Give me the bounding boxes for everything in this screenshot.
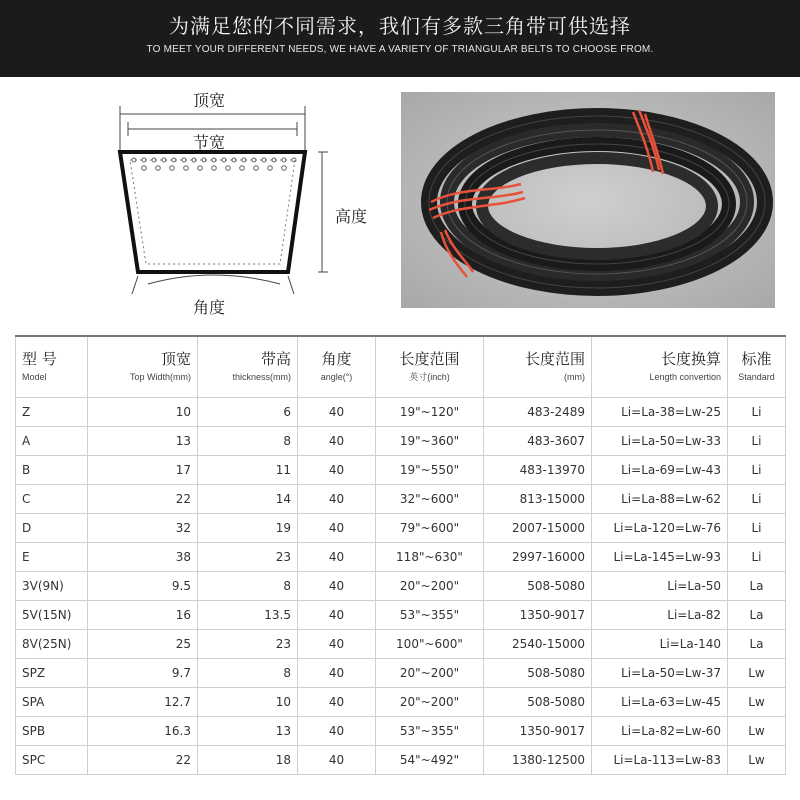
header-length-inch: 长度范围 英寸(inch) <box>376 336 484 398</box>
belt-product-photo <box>401 92 775 308</box>
cell-standard: Li <box>728 485 786 514</box>
cell-top-width: 17 <box>88 456 198 485</box>
cell-length-inch: 100"~600" <box>376 630 484 659</box>
cell-standard: Li <box>728 514 786 543</box>
cell-angle: 40 <box>298 659 376 688</box>
table-header-row <box>16 336 786 398</box>
cell-standard: Lw <box>728 688 786 717</box>
header-length-conversion: 长度换算 Length convertion <box>592 336 728 398</box>
cell-thickness: 8 <box>198 659 298 688</box>
cell-length-conversion: Li=La-120=Lw-76 <box>592 514 728 543</box>
table-row <box>16 456 786 485</box>
table-row <box>16 601 786 630</box>
belt-cross-section-diagram <box>100 84 400 324</box>
header-length-mm: 长度范围 (mm) <box>484 336 592 398</box>
cell-length-conversion: Li=La-63=Lw-45 <box>592 688 728 717</box>
cell-length-inch: 53"~355" <box>376 601 484 630</box>
cell-length-inch: 79"~600" <box>376 514 484 543</box>
cell-length-conversion: Li=La-82 <box>592 601 728 630</box>
cell-model: D <box>16 514 88 543</box>
banner-title-en: TO MEET YOUR DIFFERENT NEEDS, WE HAVE A VARIETY OF TRIANGULAR BELTS TO CHOOSE FROM. <box>146 44 654 55</box>
cell-thickness: 13.5 <box>198 601 298 630</box>
cell-length-mm: 508-5080 <box>484 659 592 688</box>
cell-top-width: 9.5 <box>88 572 198 601</box>
cell-top-width: 38 <box>88 543 198 572</box>
table-body <box>16 398 786 775</box>
cell-angle: 40 <box>298 543 376 572</box>
cell-model: 5V(15N) <box>16 601 88 630</box>
cell-thickness: 8 <box>198 427 298 456</box>
cell-standard: Li <box>728 398 786 427</box>
cell-model: A <box>16 427 88 456</box>
cell-length-conversion: Li=La-145=Lw-93 <box>592 543 728 572</box>
cell-length-conversion: Li=La-113=Lw-83 <box>592 746 728 775</box>
cell-angle: 40 <box>298 601 376 630</box>
cell-length-mm: 813-15000 <box>484 485 592 514</box>
cell-angle: 40 <box>298 688 376 717</box>
table-row <box>16 398 786 427</box>
cell-top-width: 10 <box>88 398 198 427</box>
cell-length-inch: 20"~200" <box>376 659 484 688</box>
header-standard: 标准 Standard <box>728 336 786 398</box>
cell-model: 3V(9N) <box>16 572 88 601</box>
cell-angle: 40 <box>298 427 376 456</box>
cell-thickness: 23 <box>198 630 298 659</box>
cell-standard: La <box>728 601 786 630</box>
cell-thickness: 14 <box>198 485 298 514</box>
cell-angle: 40 <box>298 398 376 427</box>
cell-angle: 40 <box>298 572 376 601</box>
cell-standard: Li <box>728 543 786 572</box>
cell-length-mm: 2997-16000 <box>484 543 592 572</box>
cell-standard: Lw <box>728 659 786 688</box>
cell-angle: 40 <box>298 717 376 746</box>
cell-top-width: 16.3 <box>88 717 198 746</box>
cell-angle: 40 <box>298 456 376 485</box>
cell-length-conversion: Li=La-50 <box>592 572 728 601</box>
cell-length-conversion: Li=La-140 <box>592 630 728 659</box>
cell-top-width: 12.7 <box>88 688 198 717</box>
cell-angle: 40 <box>298 630 376 659</box>
header-model: 型 号 Model <box>16 336 88 398</box>
cell-length-conversion: Li=La-50=Lw-33 <box>592 427 728 456</box>
cell-length-inch: 19"~550" <box>376 456 484 485</box>
cell-length-mm: 508-5080 <box>484 572 592 601</box>
cell-length-inch: 19"~360" <box>376 427 484 456</box>
cell-top-width: 32 <box>88 514 198 543</box>
cell-top-width: 13 <box>88 427 198 456</box>
cell-top-width: 9.7 <box>88 659 198 688</box>
cell-length-conversion: Li=La-82=Lw-60 <box>592 717 728 746</box>
cell-top-width: 22 <box>88 485 198 514</box>
cell-length-conversion: Li=La-38=Lw-25 <box>592 398 728 427</box>
cell-length-inch: 118"~630" <box>376 543 484 572</box>
cell-standard: Li <box>728 427 786 456</box>
table-row <box>16 717 786 746</box>
table-row <box>16 572 786 601</box>
cell-length-mm: 483-13970 <box>484 456 592 485</box>
cell-length-conversion: Li=La-50=Lw-37 <box>592 659 728 688</box>
coiled-belt-icon <box>401 92 775 308</box>
angle-label: 角度 <box>193 298 226 317</box>
cell-model: SPC <box>16 746 88 775</box>
cell-length-conversion: Li=La-88=Lw-62 <box>592 485 728 514</box>
table-row <box>16 514 786 543</box>
cell-thickness: 8 <box>198 572 298 601</box>
cell-length-mm: 508-5080 <box>484 688 592 717</box>
cell-thickness: 11 <box>198 456 298 485</box>
table-row <box>16 659 786 688</box>
cell-length-inch: 19"~120" <box>376 398 484 427</box>
cell-standard: La <box>728 630 786 659</box>
cell-top-width: 16 <box>88 601 198 630</box>
cell-length-mm: 1350-9017 <box>484 717 592 746</box>
cell-angle: 40 <box>298 746 376 775</box>
cell-thickness: 6 <box>198 398 298 427</box>
cell-model: SPZ <box>16 659 88 688</box>
cell-length-inch: 20"~200" <box>376 688 484 717</box>
cell-length-inch: 53"~355" <box>376 717 484 746</box>
cell-standard: Lw <box>728 717 786 746</box>
cell-model: B <box>16 456 88 485</box>
cell-thickness: 19 <box>198 514 298 543</box>
table-row <box>16 630 786 659</box>
cell-top-width: 22 <box>88 746 198 775</box>
cell-standard: La <box>728 572 786 601</box>
cell-length-mm: 483-3607 <box>484 427 592 456</box>
table-row <box>16 427 786 456</box>
table-row <box>16 746 786 775</box>
header-top-width: 顶宽 Top Width(mm) <box>88 336 198 398</box>
table-row <box>16 688 786 717</box>
cell-length-conversion: Li=La-69=Lw-43 <box>592 456 728 485</box>
cell-model: SPB <box>16 717 88 746</box>
cell-thickness: 10 <box>198 688 298 717</box>
cell-standard: Li <box>728 456 786 485</box>
pitch-width-label: 节宽 <box>193 133 226 152</box>
cell-model: SPA <box>16 688 88 717</box>
cell-length-mm: 483-2489 <box>484 398 592 427</box>
cell-length-mm: 2007-15000 <box>484 514 592 543</box>
header-angle: 角度 angle(°) <box>298 336 376 398</box>
cell-thickness: 18 <box>198 746 298 775</box>
cell-thickness: 13 <box>198 717 298 746</box>
cell-length-mm: 1350-9017 <box>484 601 592 630</box>
cell-standard: Lw <box>728 746 786 775</box>
cell-length-mm: 1380-12500 <box>484 746 592 775</box>
header-thickness: 带高 thickness(mm) <box>198 336 298 398</box>
cell-length-inch: 20"~200" <box>376 572 484 601</box>
header-banner <box>0 0 800 77</box>
cell-angle: 40 <box>298 485 376 514</box>
table-row <box>16 485 786 514</box>
cell-length-mm: 2540-15000 <box>484 630 592 659</box>
belt-spec-table <box>15 335 786 775</box>
cell-angle: 40 <box>298 514 376 543</box>
table-row <box>16 543 786 572</box>
cell-model: Z <box>16 398 88 427</box>
cell-model: E <box>16 543 88 572</box>
cell-length-inch: 32"~600" <box>376 485 484 514</box>
height-label: 高度 <box>335 207 368 226</box>
cell-length-inch: 54"~492" <box>376 746 484 775</box>
cell-model: C <box>16 485 88 514</box>
banner-title-zh: 为满足您的不同需求，我们有多款三角带可供选择 <box>169 14 631 38</box>
cell-model: 8V(25N) <box>16 630 88 659</box>
cell-top-width: 25 <box>88 630 198 659</box>
top-width-label: 顶宽 <box>193 91 226 110</box>
cell-thickness: 23 <box>198 543 298 572</box>
